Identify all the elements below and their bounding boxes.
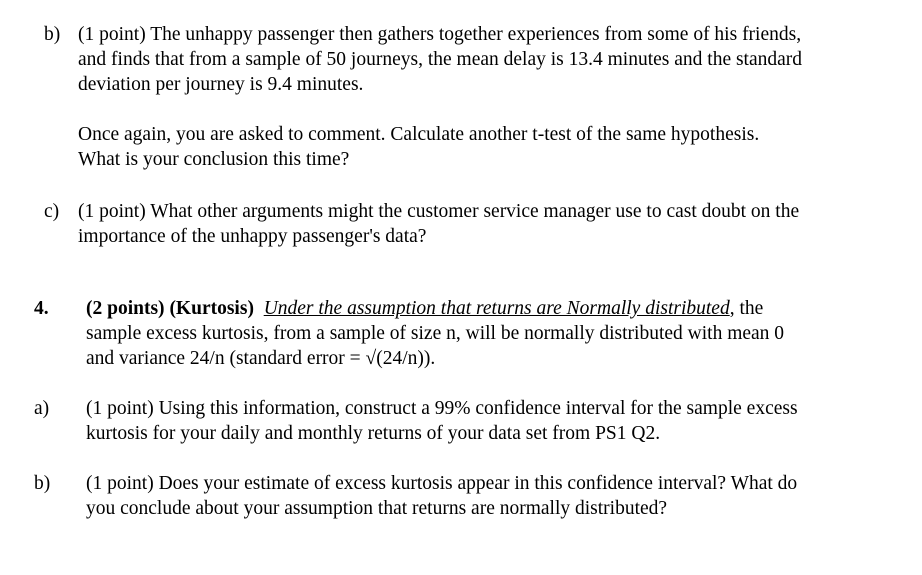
question-3b-para2-line-1: Once again, you are asked to comment. Calculate another t-test of the same hypothesis.: [78, 124, 760, 145]
question-4-topic: (Kurtosis): [169, 298, 254, 319]
question-4-line-3: and variance 24/n (standard error = √(24/n)).: [86, 348, 436, 369]
question-3b-paragraph-2: [78, 122, 759, 172]
question-4-line-2: sample excess kurtosis, from a sample of size n, will be normally distributed with mean 0: [86, 323, 785, 344]
question-3b-line-1: (1 point) The unhappy passenger then gathers together experiences from some of his friends,: [78, 24, 802, 45]
question-3b-para2-line-2: What is your conclusion this time?: [78, 149, 350, 170]
question-4-line-1-rest: , the: [729, 298, 764, 319]
question-4-points: (2 points): [86, 298, 165, 319]
question-4-number: 4.: [34, 298, 49, 319]
question-3b-line-2: and finds that from a sample of 50 journeys, the mean delay is 13.4 minutes and the standard: [78, 49, 803, 70]
question-4a-label: a): [34, 398, 50, 419]
question-3b-label: b): [44, 24, 61, 45]
question-3c-line-2: importance of the unhappy passenger's data?: [78, 226, 427, 247]
question-4a-line-1: (1 point) Using this information, construct a 99% confidence interval for the sample excess: [86, 398, 798, 419]
question-4-assumption: Under the assumption that returns are Normally distributed: [263, 298, 730, 319]
question-4-line-1: [86, 296, 886, 321]
question-4b-line-1: (1 point) Does your estimate of excess kurtosis appear in this confidence interval? What do: [86, 473, 798, 494]
question-4a-line-2: kurtosis for your daily and monthly returns of your data set from PS1 Q2.: [86, 423, 661, 444]
question-4b-label: b): [34, 473, 51, 494]
question-3c-label: c): [44, 201, 60, 222]
question-4b-line-2: you conclude about your assumption that returns are normally distributed?: [86, 498, 668, 519]
question-3b-line-3: deviation per journey is 9.4 minutes.: [78, 74, 364, 95]
question-3c-line-1: (1 point) What other arguments might the customer service manager use to cast doubt on the: [78, 201, 800, 222]
